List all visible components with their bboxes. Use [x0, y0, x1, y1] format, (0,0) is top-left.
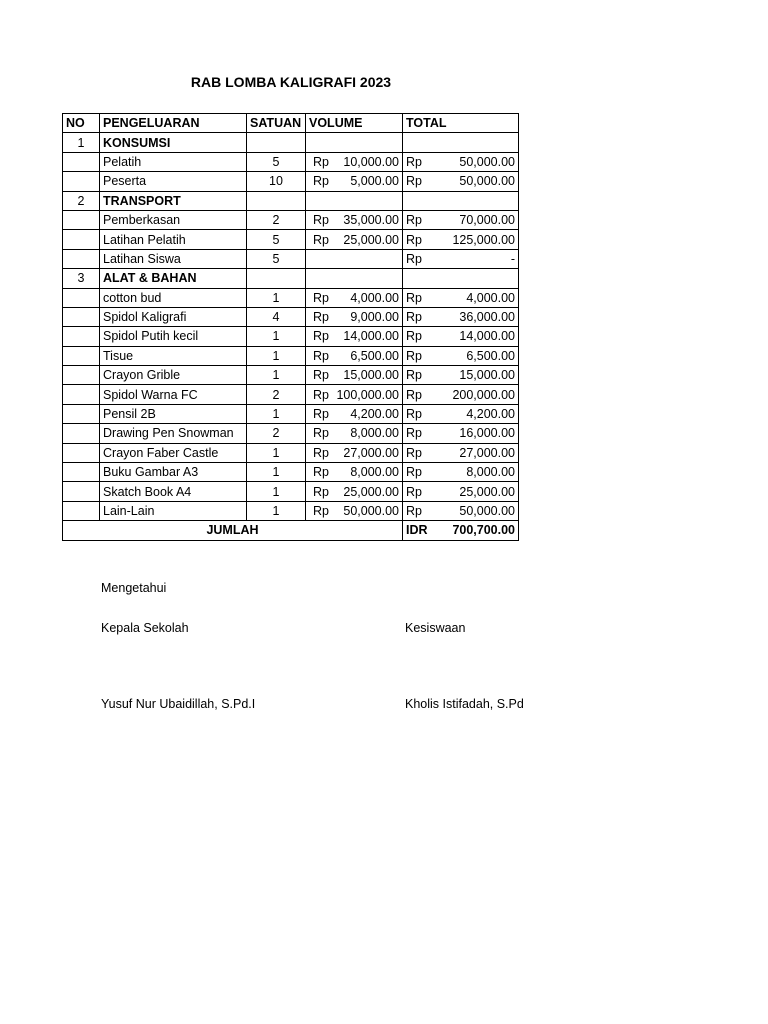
volume-amount — [309, 231, 399, 249]
item-quantity: 5 — [247, 249, 306, 268]
item-total-cell — [403, 482, 519, 501]
category-total-cell — [403, 191, 519, 210]
table-row — [63, 307, 519, 326]
table-header-row — [63, 114, 519, 133]
total-amount — [406, 347, 515, 365]
item-quantity: 1 — [247, 501, 306, 520]
item-name: Drawing Pen Snowman — [100, 424, 247, 443]
volume-currency: Rp — [313, 154, 329, 169]
category-name: ALAT & BAHAN — [100, 269, 247, 288]
total-amount — [406, 463, 515, 481]
volume-amount — [309, 327, 399, 345]
item-name: Latihan Pelatih — [100, 230, 247, 249]
item-total-cell — [403, 424, 519, 443]
total-currency: Rp — [406, 426, 422, 441]
volume-currency: Rp — [313, 387, 329, 402]
total-value: 16,000.00 — [459, 426, 515, 441]
table-row — [63, 346, 519, 365]
volume-currency: Rp — [313, 290, 329, 305]
row-number-cell — [63, 385, 100, 404]
total-currency: Rp — [406, 290, 422, 305]
total-value: - — [510, 251, 515, 266]
total-value: 50,000.00 — [459, 174, 515, 189]
volume-currency: Rp — [313, 232, 329, 247]
right-signatory-name: Kholis Istifadah, S.Pd — [405, 697, 524, 711]
item-name: Spidol Putih kecil — [100, 327, 247, 346]
category-total-cell — [403, 269, 519, 288]
item-volume-cell — [306, 327, 403, 346]
item-total-cell — [403, 307, 519, 326]
category-name: TRANSPORT — [100, 191, 247, 210]
volume-amount — [309, 211, 399, 229]
total-value: 200,000.00 — [452, 387, 515, 402]
table-row — [63, 288, 519, 307]
item-volume-cell — [306, 210, 403, 229]
total-amount — [406, 444, 515, 462]
item-quantity: 10 — [247, 172, 306, 191]
row-number-cell — [63, 327, 100, 346]
total-currency: Rp — [406, 174, 422, 189]
total-value: 8,000.00 — [466, 465, 515, 480]
row-number-cell — [63, 501, 100, 520]
header-volume: VOLUME — [306, 114, 403, 133]
volume-amount — [309, 405, 399, 423]
table-row — [63, 385, 519, 404]
total-value: 36,000.00 — [459, 310, 515, 325]
item-volume-cell — [306, 463, 403, 482]
row-number-cell — [63, 404, 100, 423]
jumlah-label: JUMLAH — [63, 521, 403, 540]
total-value: 70,000.00 — [459, 213, 515, 228]
table-row — [63, 366, 519, 385]
category-number: 3 — [63, 269, 100, 288]
category-volume-cell — [306, 191, 403, 210]
table-row — [63, 463, 519, 482]
row-number-cell — [63, 307, 100, 326]
volume-amount — [309, 444, 399, 462]
row-number-cell — [63, 366, 100, 385]
item-volume-cell — [306, 249, 403, 268]
volume-currency: Rp — [313, 213, 329, 228]
item-volume-cell — [306, 385, 403, 404]
category-number: 1 — [63, 133, 100, 152]
item-total-cell — [403, 172, 519, 191]
volume-amount — [309, 463, 399, 481]
volume-value: 100,000.00 — [336, 387, 399, 402]
item-volume-cell — [306, 424, 403, 443]
item-volume-cell — [306, 288, 403, 307]
item-quantity: 2 — [247, 424, 306, 443]
item-total-cell — [403, 501, 519, 520]
total-currency: Rp — [406, 232, 422, 247]
item-volume-cell — [306, 482, 403, 501]
item-quantity: 1 — [247, 463, 306, 482]
total-amount — [406, 289, 515, 307]
item-volume-cell — [306, 307, 403, 326]
right-signatory-role: Kesiswaan — [405, 621, 466, 635]
item-volume-cell — [306, 230, 403, 249]
volume-currency: Rp — [313, 407, 329, 422]
item-name: Tisue — [100, 346, 247, 365]
item-name: Peserta — [100, 172, 247, 191]
table-row — [63, 210, 519, 229]
item-volume-cell — [306, 152, 403, 171]
volume-amount — [309, 424, 399, 442]
item-name: Buku Gambar A3 — [100, 463, 247, 482]
total-amount — [406, 231, 515, 249]
table-row — [63, 424, 519, 443]
table-row — [63, 404, 519, 423]
category-qty-cell — [247, 269, 306, 288]
total-value: 50,000.00 — [459, 154, 515, 169]
total-amount — [406, 327, 515, 345]
item-quantity: 1 — [247, 327, 306, 346]
total-amount — [406, 386, 515, 404]
header-qty: SATUAN — [247, 114, 306, 133]
volume-currency: Rp — [313, 329, 329, 344]
left-signatory-role: Kepala Sekolah — [101, 621, 189, 635]
row-number-cell — [63, 288, 100, 307]
volume-currency: Rp — [313, 368, 329, 383]
volume-value: 6,500.00 — [350, 348, 399, 363]
volume-value: 10,000.00 — [343, 154, 399, 169]
item-quantity: 1 — [247, 404, 306, 423]
item-volume-cell — [306, 346, 403, 365]
row-number-cell — [63, 172, 100, 191]
category-name: KONSUMSI — [100, 133, 247, 152]
item-quantity: 1 — [247, 346, 306, 365]
header-item: PENGELUARAN — [100, 114, 247, 133]
item-quantity: 2 — [247, 385, 306, 404]
total-value: 6,500.00 — [466, 348, 515, 363]
row-number-cell — [63, 482, 100, 501]
volume-value: 8,000.00 — [350, 465, 399, 480]
total-currency: Rp — [406, 387, 422, 402]
table-row — [63, 230, 519, 249]
total-currency: Rp — [406, 310, 422, 325]
item-volume-cell — [306, 172, 403, 191]
item-name: cotton bud — [100, 288, 247, 307]
budget-table — [62, 113, 519, 541]
volume-value: 14,000.00 — [343, 329, 399, 344]
category-row — [63, 133, 519, 152]
item-quantity: 2 — [247, 210, 306, 229]
total-currency: Rp — [406, 445, 422, 460]
total-currency: Rp — [406, 484, 422, 499]
item-name: Latihan Siswa — [100, 249, 247, 268]
row-number-cell — [63, 249, 100, 268]
volume-amount — [309, 308, 399, 326]
volume-value: 35,000.00 — [343, 213, 399, 228]
jumlah-amount — [406, 521, 515, 539]
category-volume-cell — [306, 269, 403, 288]
item-total-cell — [403, 385, 519, 404]
item-name: Pemberkasan — [100, 210, 247, 229]
volume-value: 50,000.00 — [343, 504, 399, 518]
row-number-cell — [63, 424, 100, 443]
table-row — [63, 172, 519, 191]
item-name: Pensil 2B — [100, 404, 247, 423]
volume-value: 27,000.00 — [343, 445, 399, 460]
table-row — [63, 482, 519, 501]
item-volume-cell — [306, 366, 403, 385]
total-value: 14,000.00 — [459, 329, 515, 344]
item-quantity: 1 — [247, 366, 306, 385]
row-number-cell — [63, 210, 100, 229]
category-total-cell — [403, 133, 519, 152]
total-value: 125,000.00 — [452, 232, 515, 247]
total-value: 4,000.00 — [466, 290, 515, 305]
item-volume-cell — [306, 443, 403, 462]
total-amount — [406, 366, 515, 384]
item-total-cell — [403, 288, 519, 307]
total-amount — [406, 424, 515, 442]
total-value: 4,200.00 — [466, 407, 515, 422]
jumlah-currency: IDR — [406, 523, 428, 538]
volume-value: 4,000.00 — [350, 290, 399, 305]
item-name: Spidol Kaligrafi — [100, 307, 247, 326]
total-currency: Rp — [406, 348, 422, 363]
jumlah-total-cell — [403, 521, 519, 540]
item-name: Crayon Grible — [100, 366, 247, 385]
volume-amount — [309, 366, 399, 384]
volume-value: 4,200.00 — [350, 407, 399, 422]
item-volume-cell — [306, 501, 403, 520]
header-no: NO — [63, 114, 100, 133]
volume-amount — [309, 483, 399, 501]
item-quantity: 5 — [247, 230, 306, 249]
item-name: Skatch Book A4 — [100, 482, 247, 501]
item-total-cell — [403, 210, 519, 229]
volume-amount — [309, 289, 399, 307]
total-value: 15,000.00 — [459, 368, 515, 383]
total-value: 25,000.00 — [459, 484, 515, 499]
total-amount — [406, 250, 515, 268]
category-row — [63, 269, 519, 288]
total-currency: Rp — [406, 329, 422, 344]
jumlah-value: 700,700.00 — [452, 523, 515, 538]
category-qty-cell — [247, 191, 306, 210]
category-qty-cell — [247, 133, 306, 152]
row-number-cell — [63, 443, 100, 462]
total-amount — [406, 153, 515, 171]
total-amount — [406, 483, 515, 501]
volume-currency: Rp — [313, 504, 329, 518]
item-total-cell — [403, 463, 519, 482]
volume-value: 9,000.00 — [350, 310, 399, 325]
item-name: Crayon Faber Castle — [100, 443, 247, 462]
category-volume-cell — [306, 133, 403, 152]
total-currency: Rp — [406, 504, 422, 518]
item-quantity: 5 — [247, 152, 306, 171]
volume-value: 25,000.00 — [343, 232, 399, 247]
volume-currency: Rp — [313, 465, 329, 480]
item-name: Lain-Lain — [100, 501, 247, 520]
item-total-cell — [403, 230, 519, 249]
item-name: Pelatih — [100, 152, 247, 171]
table-row — [63, 249, 519, 268]
left-signatory-name: Yusuf Nur Ubaidillah, S.Pd.I — [101, 697, 256, 711]
total-currency: Rp — [406, 407, 422, 422]
mengetahui-label: Mengetahui — [101, 581, 167, 595]
total-value: 50,000.00 — [459, 504, 515, 518]
total-amount — [406, 172, 515, 190]
item-quantity: 1 — [247, 288, 306, 307]
volume-currency: Rp — [313, 426, 329, 441]
total-amount — [406, 211, 515, 229]
volume-currency: Rp — [313, 445, 329, 460]
budget-table-body — [63, 114, 519, 541]
table-row — [63, 327, 519, 346]
volume-value: 15,000.00 — [343, 368, 399, 383]
item-name: Spidol Warna FC — [100, 385, 247, 404]
volume-amount — [309, 172, 399, 190]
table-row — [63, 152, 519, 171]
row-number-cell — [63, 346, 100, 365]
row-number-cell — [63, 230, 100, 249]
total-currency: Rp — [406, 213, 422, 228]
total-value: 27,000.00 — [459, 445, 515, 460]
category-row — [63, 191, 519, 210]
volume-currency: Rp — [313, 310, 329, 325]
volume-value: 5,000.00 — [350, 174, 399, 189]
document-title: RAB LOMBA KALIGRAFI 2023 — [190, 74, 392, 90]
volume-amount — [309, 386, 399, 404]
item-volume-cell — [306, 404, 403, 423]
item-total-cell — [403, 249, 519, 268]
item-quantity: 1 — [247, 443, 306, 462]
total-currency: Rp — [406, 368, 422, 383]
row-number-cell — [63, 152, 100, 171]
jumlah-row — [63, 521, 519, 540]
volume-currency: Rp — [313, 348, 329, 363]
category-number: 2 — [63, 191, 100, 210]
item-quantity: 4 — [247, 307, 306, 326]
total-amount — [406, 502, 515, 520]
volume-currency: Rp — [313, 484, 329, 499]
total-currency: Rp — [406, 465, 422, 480]
header-total: TOTAL — [403, 114, 519, 133]
item-total-cell — [403, 152, 519, 171]
volume-currency: Rp — [313, 174, 329, 189]
total-amount — [406, 405, 515, 423]
item-total-cell — [403, 366, 519, 385]
volume-amount — [309, 347, 399, 365]
total-amount — [406, 308, 515, 326]
table-row — [63, 443, 519, 462]
item-quantity: 1 — [247, 482, 306, 501]
item-total-cell — [403, 404, 519, 423]
row-number-cell — [63, 463, 100, 482]
total-currency: Rp — [406, 251, 422, 266]
volume-value: 8,000.00 — [350, 426, 399, 441]
item-total-cell — [403, 327, 519, 346]
volume-value: 25,000.00 — [343, 484, 399, 499]
item-total-cell — [403, 443, 519, 462]
table-row — [63, 501, 519, 520]
volume-amount — [309, 502, 399, 520]
item-total-cell — [403, 346, 519, 365]
volume-amount — [309, 153, 399, 171]
total-currency: Rp — [406, 154, 422, 169]
